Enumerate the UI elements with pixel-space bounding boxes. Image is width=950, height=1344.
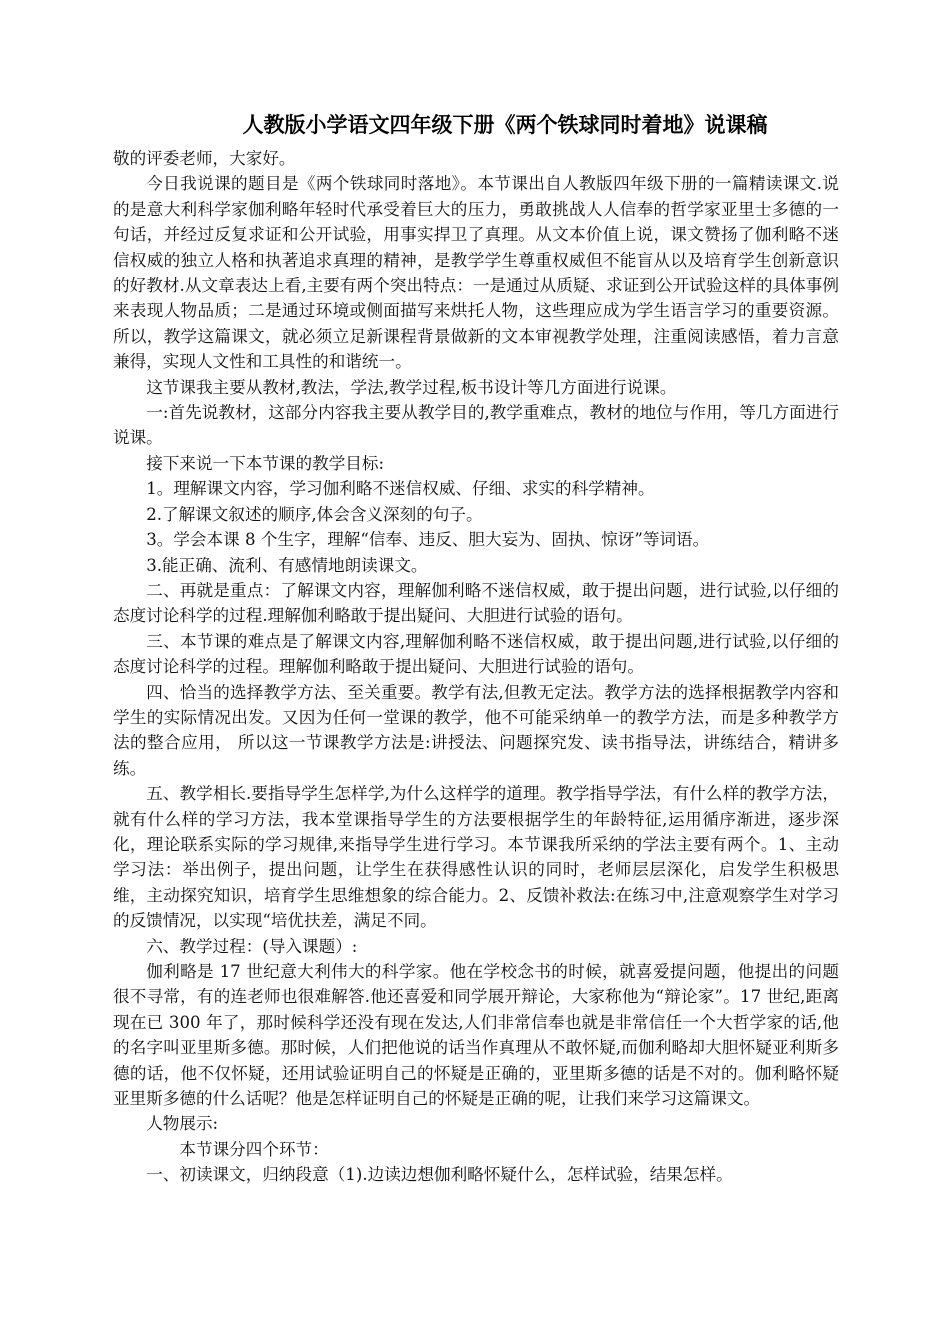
paragraph-greeting: 敬的评委老师，大家好。 bbox=[113, 149, 296, 168]
document-title: 人教版小学语文四年级下册《两个铁球同时着地》说课稿 bbox=[242, 112, 768, 137]
list-item: 3.能正确、流利、有感情地朗读课文。 bbox=[146, 555, 428, 575]
paragraph-textbook: 一:首先说教材，这部分内容我主要从教学目的,教学重难点，教材的地位与作用，等几方面进行说课。 bbox=[113, 403, 839, 448]
paragraph-character-display: 人物展示: bbox=[146, 1114, 219, 1134]
paragraph-four-stages: 本节课分四个环节： bbox=[179, 1139, 329, 1159]
paragraph-lead-in: 伽利略是 17 世纪意大利伟大的科学家。他在学校念书的时候，就喜爱提问题，他提出的问题很不寻常，有的连老师也很难解答.他还喜爱和同学展开辩论，大家称他为“辩论家”。17 世纪,距离现在已 300 年了，那时候科学还没有现在发达,人们非常信奉也就是非常信任一个大哲学家的话,他的名字叫亚里斯多德。那时候，人们把他说的话当作真理从不敢怀疑,而伽利略却大胆怀疑亚利斯多德的话，他不仅怀疑，还用试验证明自己的怀疑是正确的，亚里斯多德的话是不对的。伽利略怀疑亚里斯多德的什么话呢？他是怎样证明自己的怀疑是正确的呢，让我们来学习这篇课文。 bbox=[113, 962, 839, 1109]
list-item: 1。理解课文内容，学习伽利略不迷信权威、仔细、求实的科学精神。 bbox=[146, 479, 655, 499]
paragraph-outline: 这节课我主要从教材,教法，学法,教学过程,板书设计等几方面进行说课。 bbox=[146, 377, 677, 397]
paragraph-learning-methods: 五、教学相长.要指导学生怎样学,为什么这样学的道理。教学指导学法，有什么样的教学方法，就有什么样的学习方法，我本堂课指导学生的方法要根据学生的年龄特征,运用循序渐进，逐步深化，理论联系实际的学习规律,来指导学生进行学习。本节课我所采纳的学法主要有两个。1、主动学习法：举出例子，提出问题，让学生在获得感性认识的同时，老师层层深化，启发学生积极思维，主动探究知识，培育学生思维想象的综合能力。2、反馈补救法:在练习中,注意观察学生对学习的反馈情况，以实现“培优扶差，满足不同。 bbox=[113, 784, 839, 931]
document-body bbox=[113, 146, 839, 1188]
paragraph-teaching-methods: 四、恰当的选择教学方法、至关重要。教学有法,但教无定法。教学方法的选择根据教学内容和学生的实际情况出发。又因为任何一堂课的教学，他不可能采纳单一的教学方法，而是多种教学方法的整合应用， 所以这一节课教学方法是:讲授法、问题探究发、读书指导法，讲练结合，精讲多练。 bbox=[113, 682, 839, 778]
paragraph-objectives-intro: 接下来说一下本节课的教学目标: bbox=[146, 453, 385, 473]
paragraph-process-heading: 六、教学过程：(导入课题）: bbox=[146, 936, 358, 956]
list-item: 2.了解课文叙述的顺序,体会含义深刻的句子。 bbox=[146, 504, 483, 524]
paragraph-first-stage: 一、初读课文，归纳段意（1).边读边想伽利略怀疑什么，怎样试验，结果怎样。 bbox=[146, 1165, 733, 1185]
list-item: 3。学会本课 8 个生字，理解“信奉、违反、胆大妄为、固执、惊讶”等词语。 bbox=[146, 530, 710, 550]
paragraph-introduction: 今日我说课的题目是《两个铁球同时落地》。本节课出自人教版四年级下册的一篇精读课文.说的是意大利科学家伽利略年轻时代承受着巨大的压力，勇敢挑战人人信奉的哲学家亚里士多德的一句话，并经过反复求证和公开试验，用事实捍卫了真理。从文本价值上说，课文赞扬了伽利略不迷信权威的独立人格和执著追求真理的精神，是教学学生尊重权威但不能盲从以及培育学生创新意识的好教材.从文章表达上看,主要有两个突出特点：一是通过从质疑、求证到公开试验这样的具体事例来表现人物品质；二是通过环境或侧面描写来烘托人物，这些理应成为学生语言学习的重要资源。所以，教学这篇课文，就必须立足新课程背景做新的文本审视教学处理，注重阅读感悟，着力言意兼得，实现人文性和工具性的和谐统一。 bbox=[113, 174, 839, 372]
paragraph-key-points: 二、再就是重点：了解课文内容，理解伽利略不迷信权威，敢于提出问题，进行试验,以仔细的态度讨论科学的过程.理解伽利略敢于提出疑问、大胆进行试验的语句。 bbox=[113, 580, 839, 626]
paragraph-difficulties: 三、本节课的难点是了解课文内容,理解伽利略不迷信权威，敢于提出问题,进行试验,以仔细的态度讨论科学的过程。理解伽利略敢于提出疑问、大胆进行试验的语句。 bbox=[113, 631, 839, 677]
